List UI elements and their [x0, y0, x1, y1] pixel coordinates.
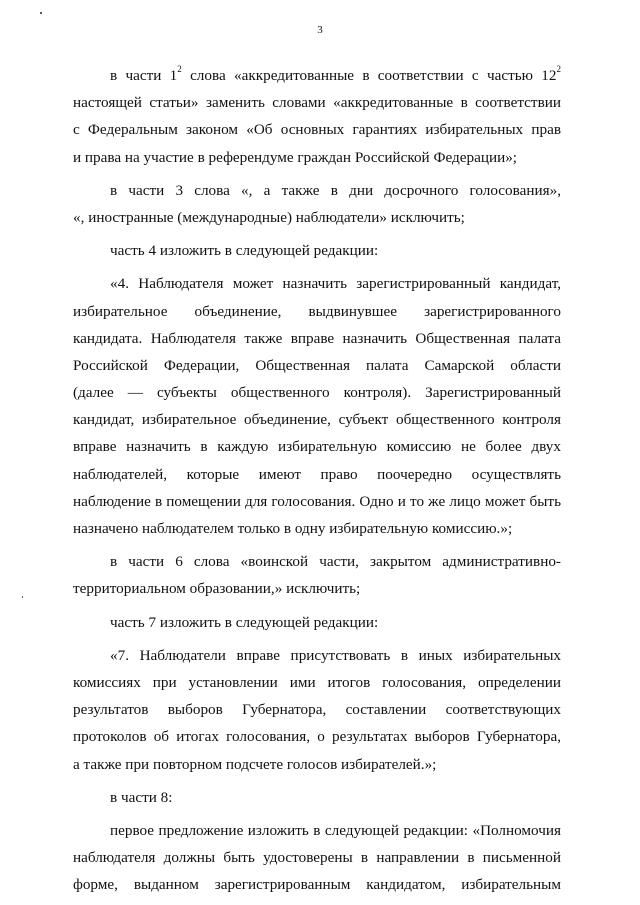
text-line: в части 8: [110, 788, 173, 806]
text-line: протоколов об итогах голосования, о результатах выборов Губернатора, [73, 728, 561, 746]
text-line: наблюдателей, которые имеют право поочередно осуществлять [73, 465, 561, 483]
paragraph [73, 609, 561, 636]
text-line: с Федеральным законом «Об основных гарантиях избирательных прав [73, 121, 561, 139]
text-line: и права на участие в референдуме граждан Российской Федерации»; [73, 148, 518, 166]
text-line: избирательное объединение, выдвинувшее зарегистрированного [73, 302, 561, 320]
paragraph [73, 817, 561, 899]
text-line: наблюдение в помещении для голосования. Одно и то же лицо может быть [73, 492, 561, 510]
paragraph [73, 642, 561, 778]
text-line: назначено наблюдателем только в одну избирательную комиссию.»; [73, 520, 513, 537]
text-line: «4. Наблюдателя может назначить зарегистрированный кандидат, [110, 275, 561, 293]
text-line: первое предложение изложить в следующей редакции: «Полномочия [110, 821, 561, 839]
text-line: Российской Федерации, Общественная палата Самарской области [73, 356, 561, 374]
paragraph [73, 177, 561, 231]
text-line: часть 7 изложить в следующей редакции: [110, 613, 379, 631]
paragraph [73, 548, 561, 602]
text-line: в части 3 слова «, а также в дни досрочного голосования», [110, 181, 561, 199]
text-line: кандидата. Наблюдателя также вправе назначить Общественная палата [73, 329, 561, 347]
text-line: территориальном образовании,» исключить; [73, 580, 361, 598]
text-line: форме, выданном зарегистрированным кандидатом, избирательным [73, 876, 561, 894]
document-body [73, 62, 561, 898]
paragraph [73, 237, 561, 264]
scan-speck [22, 596, 23, 598]
text-line: а также при повторном подсчете голосов избирателей.»; [73, 755, 437, 773]
paragraph [73, 784, 561, 811]
paragraph [73, 62, 561, 171]
text-line: «7. Наблюдатели вправе присутствовать в иных избирательных [110, 646, 561, 664]
scan-speck [40, 12, 42, 14]
text-line: «, иностранные (международные) наблюдатели» исключить; [73, 208, 465, 226]
text-line: вправе назначить в каждую избирательную комиссию не более двух [73, 438, 561, 456]
text-line: настоящей статьи» заменить словами «аккредитованные в соответствии [73, 94, 561, 112]
text-line: наблюдателя должны быть удостоверены в направлении в письменной [73, 849, 561, 867]
text-line: комиссиях при установлении ими итогов голосования, определении [73, 673, 561, 691]
text-line: в части 6 слова «воинской части, закрытом административно- [110, 553, 561, 571]
text-line: кандидат, избирательное объединение, субъект общественного контроля [73, 411, 561, 429]
page-number: 3 [317, 24, 323, 36]
text-line: (далее — субъекты общественного контроля). Зарегистрированный [73, 384, 561, 402]
text-line: часть 4 изложить в следующей редакции: [110, 242, 379, 260]
text-line: результатов выборов Губернатора, составлении соответствующих [73, 701, 561, 719]
paragraph [73, 270, 561, 542]
text-line: в части $1^2$ слова «аккредитованные в соответствии с частью $12^2$ [110, 63, 561, 84]
